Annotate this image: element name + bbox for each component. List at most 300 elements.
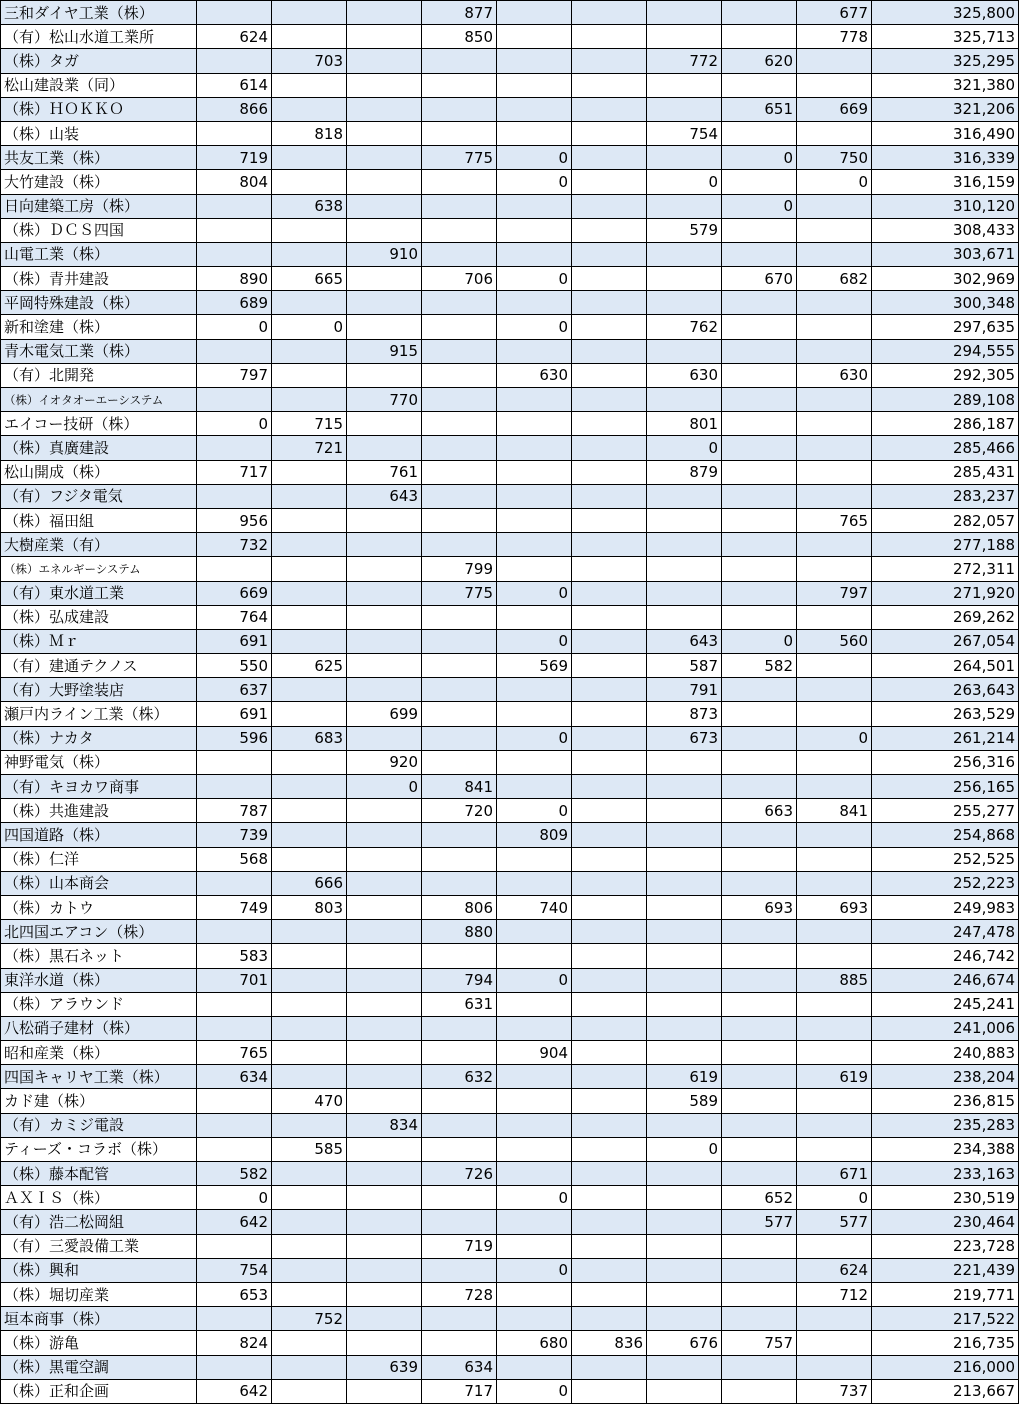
total-cell: 292,305 — [872, 363, 1019, 387]
score-cell — [272, 339, 347, 363]
score-cell — [722, 460, 797, 484]
score-cell: 752 — [272, 1307, 347, 1331]
score-cell: 666 — [272, 871, 347, 895]
score-cell — [647, 533, 722, 557]
score-cell — [347, 363, 422, 387]
score-cell — [497, 460, 572, 484]
company-name-cell: （有）建通テクノス — [1, 654, 197, 678]
score-cell: 818 — [272, 121, 347, 145]
score-cell — [497, 1355, 572, 1379]
score-cell: 879 — [647, 460, 722, 484]
score-cell — [422, 412, 497, 436]
score-cell: 772 — [647, 49, 722, 73]
score-cell — [572, 121, 647, 145]
score-cell — [572, 291, 647, 315]
score-cell: 757 — [722, 1331, 797, 1355]
table-row — [1, 436, 1019, 460]
score-cell — [272, 1331, 347, 1355]
score-cell — [197, 1307, 272, 1331]
score-cell — [572, 968, 647, 992]
score-cell: 0 — [497, 1186, 572, 1210]
score-cell: 0 — [497, 1258, 572, 1282]
score-cell — [797, 1331, 872, 1355]
score-cell: 652 — [722, 1186, 797, 1210]
score-cell — [347, 1065, 422, 1089]
score-cell — [197, 1089, 272, 1113]
score-cell — [797, 460, 872, 484]
company-name-cell: （株）藤本配管 — [1, 1162, 197, 1186]
company-name-cell: 大樹産業（有） — [1, 533, 197, 557]
score-cell — [347, 73, 422, 97]
table-row — [1, 170, 1019, 194]
total-cell: 223,728 — [872, 1234, 1019, 1258]
score-cell — [272, 1379, 347, 1403]
score-cell — [497, 1282, 572, 1306]
table-row — [1, 242, 1019, 266]
score-cell — [572, 315, 647, 339]
total-cell: 271,920 — [872, 581, 1019, 605]
score-cell — [347, 799, 422, 823]
table-row — [1, 25, 1019, 49]
score-cell — [797, 218, 872, 242]
score-cell — [347, 1162, 422, 1186]
company-name-cell: （株）真廣建設 — [1, 436, 197, 460]
score-cell — [347, 629, 422, 653]
score-cell: 691 — [197, 629, 272, 653]
total-cell: 316,339 — [872, 146, 1019, 170]
score-cell — [272, 1234, 347, 1258]
score-cell: 712 — [797, 1282, 872, 1306]
score-cell: 693 — [797, 895, 872, 919]
score-cell — [797, 1355, 872, 1379]
score-cell — [647, 1282, 722, 1306]
score-cell — [647, 388, 722, 412]
score-cell — [572, 484, 647, 508]
score-cell — [572, 847, 647, 871]
score-cell — [272, 146, 347, 170]
table-row — [1, 944, 1019, 968]
score-cell — [422, 460, 497, 484]
score-cell: 587 — [647, 654, 722, 678]
score-cell — [572, 1, 647, 25]
score-cell — [272, 629, 347, 653]
score-cell — [647, 1307, 722, 1331]
score-cell — [497, 1137, 572, 1161]
score-cell: 577 — [797, 1210, 872, 1234]
score-cell — [722, 775, 797, 799]
score-cell — [422, 726, 497, 750]
total-cell: 256,316 — [872, 750, 1019, 774]
score-cell — [647, 799, 722, 823]
score-cell — [347, 1186, 422, 1210]
score-cell — [272, 1210, 347, 1234]
score-cell: 0 — [497, 629, 572, 653]
score-cell — [497, 678, 572, 702]
score-cell — [272, 1016, 347, 1040]
score-cell: 720 — [422, 799, 497, 823]
table-row — [1, 460, 1019, 484]
company-name-cell: （株）共進建設 — [1, 799, 197, 823]
score-cell — [272, 73, 347, 97]
total-cell: 213,667 — [872, 1379, 1019, 1403]
score-cell — [647, 920, 722, 944]
company-name-cell: （株）黒電空調 — [1, 1355, 197, 1379]
total-cell: 245,241 — [872, 992, 1019, 1016]
score-cell — [272, 170, 347, 194]
score-cell: 749 — [197, 895, 272, 919]
score-cell — [422, 944, 497, 968]
score-cell — [347, 412, 422, 436]
score-cell — [797, 315, 872, 339]
score-cell — [722, 1, 797, 25]
company-name-cell: （株）ＤＣＳ四国 — [1, 218, 197, 242]
score-cell — [722, 1234, 797, 1258]
score-cell: 0 — [197, 1186, 272, 1210]
company-name-cell: （有）フジタ電気 — [1, 484, 197, 508]
score-cell: 560 — [797, 629, 872, 653]
company-name-cell: （株）興和 — [1, 1258, 197, 1282]
score-cell — [422, 73, 497, 97]
total-cell: 255,277 — [872, 799, 1019, 823]
company-name-cell: ティーズ・コラボ（株） — [1, 1137, 197, 1161]
score-cell — [797, 775, 872, 799]
score-cell — [347, 121, 422, 145]
score-cell — [422, 170, 497, 194]
score-cell: 677 — [797, 1, 872, 25]
score-cell: 653 — [197, 1282, 272, 1306]
total-cell: 234,388 — [872, 1137, 1019, 1161]
score-cell: 762 — [647, 315, 722, 339]
score-cell — [572, 412, 647, 436]
score-cell — [797, 1016, 872, 1040]
score-cell — [647, 1258, 722, 1282]
score-cell — [347, 823, 422, 847]
total-cell: 285,466 — [872, 436, 1019, 460]
total-cell: 321,206 — [872, 97, 1019, 121]
total-cell: 263,643 — [872, 678, 1019, 702]
score-cell — [422, 315, 497, 339]
score-cell — [197, 871, 272, 895]
table-row — [1, 1379, 1019, 1403]
company-name-cell: 共友工業（株） — [1, 146, 197, 170]
score-cell — [797, 1041, 872, 1065]
score-cell — [422, 847, 497, 871]
score-cell: 728 — [422, 1282, 497, 1306]
score-cell — [647, 25, 722, 49]
score-cell: 775 — [422, 581, 497, 605]
score-cell — [272, 847, 347, 871]
total-cell: 282,057 — [872, 508, 1019, 532]
company-name-cell: （株）山本商会 — [1, 871, 197, 895]
score-cell — [422, 1137, 497, 1161]
score-cell — [647, 1210, 722, 1234]
score-cell: 631 — [422, 992, 497, 1016]
score-cell — [722, 968, 797, 992]
company-name-cell: 平岡特殊建設（株） — [1, 291, 197, 315]
table-row — [1, 775, 1019, 799]
company-name-cell: （株）アラウンド — [1, 992, 197, 1016]
total-cell: 221,439 — [872, 1258, 1019, 1282]
score-cell — [572, 605, 647, 629]
score-cell — [272, 581, 347, 605]
score-cell — [722, 557, 797, 581]
score-cell — [722, 920, 797, 944]
table-row — [1, 339, 1019, 363]
total-cell: 289,108 — [872, 388, 1019, 412]
score-cell — [272, 702, 347, 726]
table-row — [1, 1186, 1019, 1210]
score-cell: 569 — [497, 654, 572, 678]
score-cell — [722, 508, 797, 532]
score-cell: 0 — [647, 436, 722, 460]
company-name-cell: （有）カミジ電設 — [1, 1113, 197, 1137]
table-row — [1, 1307, 1019, 1331]
score-cell — [197, 1355, 272, 1379]
score-cell: 642 — [197, 1210, 272, 1234]
score-cell — [647, 605, 722, 629]
table-row — [1, 1282, 1019, 1306]
score-cell — [347, 508, 422, 532]
score-cell — [347, 726, 422, 750]
score-cell — [722, 1041, 797, 1065]
company-name-cell: 垣本商事（株） — [1, 1307, 197, 1331]
score-cell: 778 — [797, 25, 872, 49]
score-cell — [497, 920, 572, 944]
score-cell — [572, 49, 647, 73]
score-cell — [572, 1089, 647, 1113]
table-row — [1, 49, 1019, 73]
score-cell — [497, 992, 572, 1016]
score-cell — [797, 49, 872, 73]
table-row — [1, 702, 1019, 726]
score-cell — [497, 436, 572, 460]
score-cell — [272, 557, 347, 581]
score-cell — [647, 1355, 722, 1379]
score-cell — [422, 654, 497, 678]
score-cell: 761 — [347, 460, 422, 484]
table-row — [1, 1065, 1019, 1089]
score-cell — [347, 847, 422, 871]
score-cell: 915 — [347, 339, 422, 363]
score-cell — [197, 557, 272, 581]
score-cell: 642 — [197, 1379, 272, 1403]
table-row — [1, 1016, 1019, 1040]
score-cell — [797, 823, 872, 847]
score-cell — [347, 170, 422, 194]
score-cell: 765 — [197, 1041, 272, 1065]
score-cell — [347, 678, 422, 702]
score-cell — [272, 1041, 347, 1065]
score-cell: 637 — [197, 678, 272, 702]
score-cell — [572, 436, 647, 460]
score-cell: 806 — [422, 895, 497, 919]
score-cell — [647, 1113, 722, 1137]
score-cell: 732 — [197, 533, 272, 557]
score-cell: 877 — [422, 1, 497, 25]
score-cell — [572, 1307, 647, 1331]
total-cell: 219,771 — [872, 1282, 1019, 1306]
score-cell — [422, 1113, 497, 1137]
score-cell — [722, 170, 797, 194]
table-row — [1, 412, 1019, 436]
score-cell — [722, 1355, 797, 1379]
total-cell: 325,295 — [872, 49, 1019, 73]
score-cell — [272, 218, 347, 242]
score-cell — [572, 508, 647, 532]
score-cell — [797, 1113, 872, 1137]
score-cell — [422, 1307, 497, 1331]
score-cell — [272, 799, 347, 823]
score-cell — [347, 1307, 422, 1331]
score-cell — [422, 1210, 497, 1234]
score-cell — [722, 1282, 797, 1306]
score-cell: 890 — [197, 267, 272, 291]
score-cell — [797, 388, 872, 412]
company-name-cell: （株）タガ — [1, 49, 197, 73]
score-cell — [347, 992, 422, 1016]
total-cell: 249,983 — [872, 895, 1019, 919]
score-cell — [347, 436, 422, 460]
score-cell — [572, 1065, 647, 1089]
company-name-cell: （株）Ｍｒ — [1, 629, 197, 653]
total-cell: 217,522 — [872, 1307, 1019, 1331]
score-cell — [197, 920, 272, 944]
score-cell — [497, 944, 572, 968]
table-row — [1, 605, 1019, 629]
company-name-cell: （有）東水道工業 — [1, 581, 197, 605]
score-cell: 797 — [797, 581, 872, 605]
score-cell: 834 — [347, 1113, 422, 1137]
score-cell — [797, 557, 872, 581]
score-cell — [572, 533, 647, 557]
total-cell: 230,519 — [872, 1186, 1019, 1210]
score-cell — [347, 49, 422, 73]
score-cell — [572, 871, 647, 895]
score-cell: 885 — [797, 968, 872, 992]
score-cell — [497, 291, 572, 315]
score-cell — [347, 581, 422, 605]
score-cell — [422, 629, 497, 653]
company-name-cell: 大竹建設（株） — [1, 170, 197, 194]
score-cell — [197, 992, 272, 1016]
score-cell — [497, 194, 572, 218]
total-cell: 302,969 — [872, 267, 1019, 291]
score-cell — [572, 823, 647, 847]
score-cell — [572, 1379, 647, 1403]
score-cell — [797, 1089, 872, 1113]
total-cell: 235,283 — [872, 1113, 1019, 1137]
score-cell — [422, 605, 497, 629]
score-cell — [497, 242, 572, 266]
score-cell — [272, 1186, 347, 1210]
score-cell — [347, 1016, 422, 1040]
score-cell — [572, 992, 647, 1016]
score-cell — [497, 508, 572, 532]
score-cell — [347, 944, 422, 968]
score-cell: 910 — [347, 242, 422, 266]
score-cell — [722, 1065, 797, 1089]
total-cell: 230,464 — [872, 1210, 1019, 1234]
score-cell — [272, 775, 347, 799]
score-cell — [572, 25, 647, 49]
score-cell: 775 — [422, 146, 497, 170]
score-cell — [647, 1234, 722, 1258]
score-cell: 739 — [197, 823, 272, 847]
score-cell — [272, 484, 347, 508]
total-cell: 240,883 — [872, 1041, 1019, 1065]
table-row — [1, 823, 1019, 847]
score-cell: 691 — [197, 702, 272, 726]
score-cell: 956 — [197, 508, 272, 532]
score-cell — [722, 436, 797, 460]
score-cell — [647, 146, 722, 170]
score-cell — [422, 242, 497, 266]
company-name-cell: （株）仁洋 — [1, 847, 197, 871]
score-cell: 583 — [197, 944, 272, 968]
table-row — [1, 895, 1019, 919]
score-cell: 568 — [197, 847, 272, 871]
score-cell — [722, 484, 797, 508]
table-row — [1, 73, 1019, 97]
total-cell: 308,433 — [872, 218, 1019, 242]
company-name-cell: 青木電気工業（株） — [1, 339, 197, 363]
score-cell — [347, 97, 422, 121]
score-cell: 671 — [797, 1162, 872, 1186]
score-cell: 550 — [197, 654, 272, 678]
score-cell — [272, 992, 347, 1016]
total-cell: 285,431 — [872, 460, 1019, 484]
score-cell — [497, 25, 572, 49]
score-cell — [722, 847, 797, 871]
score-cell — [497, 484, 572, 508]
score-cell — [647, 242, 722, 266]
score-cell: 803 — [272, 895, 347, 919]
score-cell — [647, 267, 722, 291]
score-cell — [572, 1210, 647, 1234]
score-cell — [497, 388, 572, 412]
score-cell — [797, 1137, 872, 1161]
score-cell — [497, 412, 572, 436]
score-cell — [797, 73, 872, 97]
score-cell — [422, 194, 497, 218]
score-cell — [347, 1379, 422, 1403]
score-cell: 0 — [722, 194, 797, 218]
score-cell — [647, 823, 722, 847]
total-cell: 252,223 — [872, 871, 1019, 895]
score-cell — [197, 1137, 272, 1161]
score-cell — [647, 775, 722, 799]
total-cell: 272,311 — [872, 557, 1019, 581]
score-cell: 630 — [797, 363, 872, 387]
table-row — [1, 533, 1019, 557]
company-name-cell: 松山開成（株） — [1, 460, 197, 484]
score-cell — [722, 388, 797, 412]
score-cell — [722, 1016, 797, 1040]
score-cell — [197, 1113, 272, 1137]
total-cell: 216,735 — [872, 1331, 1019, 1355]
score-cell: 0 — [647, 1137, 722, 1161]
score-cell: 737 — [797, 1379, 872, 1403]
score-cell: 715 — [272, 412, 347, 436]
table-row — [1, 484, 1019, 508]
score-cell — [422, 702, 497, 726]
score-cell — [422, 121, 497, 145]
score-cell — [572, 702, 647, 726]
score-cell — [497, 97, 572, 121]
company-name-cell: 日向建築工房（株） — [1, 194, 197, 218]
score-cell — [272, 968, 347, 992]
score-cell — [572, 629, 647, 653]
